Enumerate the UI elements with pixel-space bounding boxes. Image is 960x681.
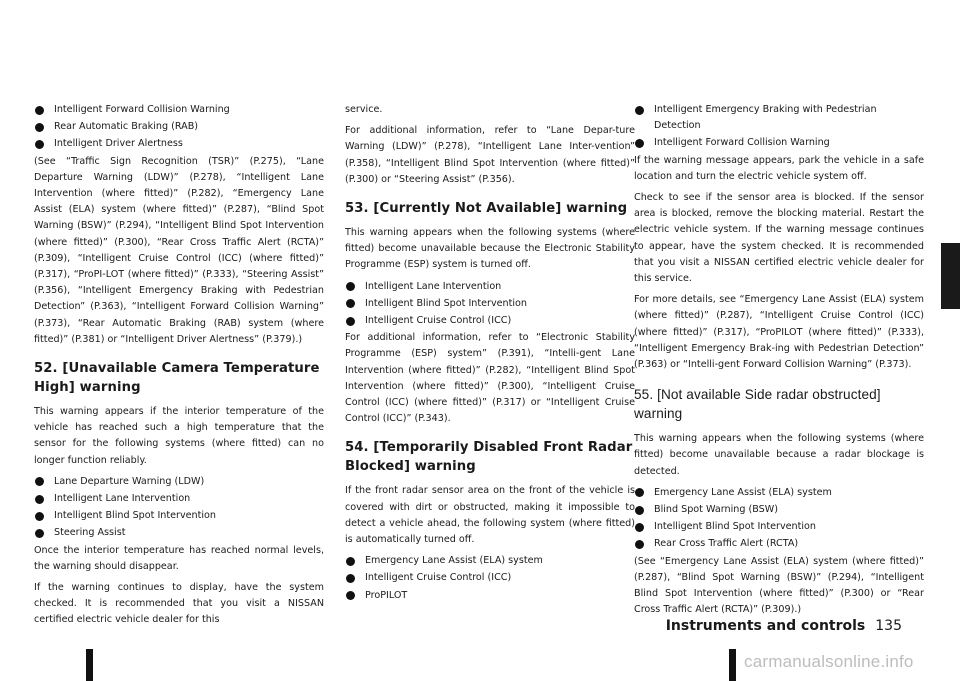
footer-section-title: Instruments and controls xyxy=(665,618,866,634)
column-right xyxy=(634,102,924,623)
list-item: Intelligent Blind Spot Intervention xyxy=(345,296,635,312)
list-item: Emergency Lane Assist (ELA) system xyxy=(634,485,924,501)
paragraph: (See “Traffic Sign Recognition (TSR)” (P.275), “Lane Departure Warning (LDW)” (P.278), “Intelligent Lane Intervention (where fitted)” (P.282), “Emergency Lane Assist (ELA) system (where fitted)” (P.287), “Blind Spot Warning (BSW)” (P.294), “Intelligent Blind Spot Intervention (where fitted)” (P.300), “Rear Cross Traffic Alert (RCTA)” (P.309), “Intelligent Cruise Control (ICC) (where fitted)” (P.317), “ProPI-LOT (where fitted)” (P.333), “Steering Assist” (P.356), “Intelligent Emergency Braking with Pedestrian Detection” (P.363), “Intelligent Forward Collision Warning” (P.373), “Rear Automatic Braking (RAB) system (where fitted)” (P.381) or “Intelligent Driver Alertness” (P.379).) xyxy=(34,155,324,345)
list-item: Steering Assist xyxy=(34,525,324,541)
list-item: Intelligent Cruise Control (ICC) xyxy=(345,570,635,586)
paragraph: This warning appears when the following systems (where fitted) become unavailable because the Electronic Stability Programme (ESP) system is turned off. xyxy=(345,227,635,271)
paragraph: This warning appears if the interior temperature of the vehicle has reached such a high temperature that the sensor for the following systems (where fitted) can no longer function reliably. xyxy=(34,406,324,466)
paragraph: If the front radar sensor area on the front of the vehicle is covered with dirt or obstructed, making it impossible to detect a vehicle ahead, the following system (where fitted) is automatically turned off. xyxy=(345,485,635,546)
section-heading-55: 55. [Not available Side radar obstructed] warning xyxy=(634,387,881,422)
paragraph: Check to see if the sensor area is blocked. If the sensor area is blocked, remove the blocking material. Restart the electric vehicle system. If the warning message continues to appear, have the system checked. It is recommended that you visit a NISSAN certified electric vehicle dealer for this service. xyxy=(634,192,924,285)
column-left xyxy=(34,102,324,634)
list-item: Emergency Lane Assist (ELA) system xyxy=(345,553,635,569)
section-heading-54: 54. [Temporarily Disabled Front Radar Blocked] warning xyxy=(345,440,633,475)
paragraph: For additional information, refer to “Electronic Stability Programme (ESP) system” (P.391), “Intelli-gent Lane Intervention (where fitted)” (P.282), “Intelligent Blind Spot Intervention (where fitted)” (P.300), “Intelligent Cruise Control (ICC) (where fitted)” (P.317) or “Intelligent Cruise Control (ICC)” (P.343). xyxy=(345,332,635,425)
section-heading-53: 53. [Currently Not Available] warning xyxy=(345,201,628,217)
list-item: Intelligent Emergency Braking with Pedestrian Detection xyxy=(634,102,924,134)
list-item: Intelligent Lane Intervention xyxy=(345,279,635,295)
crop-mark xyxy=(86,649,93,681)
list-item: Blind Spot Warning (BSW) xyxy=(634,502,924,518)
list-item: Rear Automatic Braking (RAB) xyxy=(34,119,324,135)
list-item: Intelligent Lane Intervention xyxy=(34,491,324,507)
paragraph: Once the interior temperature has reached normal levels, the warning should disappear. xyxy=(34,544,324,572)
page-number: 135 xyxy=(875,618,902,634)
column-middle xyxy=(345,102,635,605)
paragraph: This warning appears when the following systems (where fitted) become unavailable because a radar blockage is detected. xyxy=(634,433,924,477)
paragraph: For additional information, refer to “Lane Depar-ture Warning (LDW)” (P.278), “Intelligent Lane Inter-vention” (P.358), “Intelligent Blind Spot Intervention (where fitted)” (P.300) or “Steering Assist” (P.356). xyxy=(345,125,635,185)
list-item: Rear Cross Traffic Alert (RCTA) xyxy=(634,536,924,552)
list-item: Intelligent Forward Collision Warning xyxy=(634,135,924,151)
chapter-thumb-tab xyxy=(941,243,960,309)
paragraph: If the warning message appears, park the vehicle in a safe location and turn the electric vehicle system off. xyxy=(634,154,924,182)
list-item: Intelligent Driver Alertness xyxy=(34,136,324,152)
paragraph: (See “Emergency Lane Assist (ELA) system (where fitted)” (P.287), “Blind Spot Warning (BSW)” (P.294), “Intelligent Blind Spot Intervention (where fitted)” (P.300) or “Rear Cross Traffic Alert (RCTA)” (P.309).) xyxy=(634,555,924,616)
watermark: carmanualsonline.info xyxy=(744,652,914,671)
page-footer xyxy=(666,618,902,634)
list-item: ProPILOT xyxy=(345,588,635,604)
list-item: Intelligent Cruise Control (ICC) xyxy=(345,313,635,329)
list-item: Lane Departure Warning (LDW) xyxy=(34,474,324,490)
paragraph: service. xyxy=(345,104,383,115)
list-item: Intelligent Blind Spot Intervention xyxy=(34,508,324,524)
paragraph: For more details, see “Emergency Lane Assist (ELA) system (where fitted)” (P.287), “Intelligent Cruise Control (ICC) (where fitted)” (P.317), “ProPILOT (where fitted)” (P.333), “Intelligent Emergency Brak-ing with Pedestrian Detection” (P.363) or “Intelli-gent Forward Collision Warning” (P.373). xyxy=(634,294,924,371)
crop-mark xyxy=(729,649,736,681)
list-item: Intelligent Blind Spot Intervention xyxy=(634,519,924,535)
list-item: Intelligent Forward Collision Warning xyxy=(34,102,324,118)
section-heading-52: 52. [Unavailable Camera Temperature High] warning xyxy=(34,361,320,396)
paragraph: If the warning continues to display, have the system checked. It is recommended that you visit a NISSAN certified electric vehicle dealer for this xyxy=(34,582,324,626)
